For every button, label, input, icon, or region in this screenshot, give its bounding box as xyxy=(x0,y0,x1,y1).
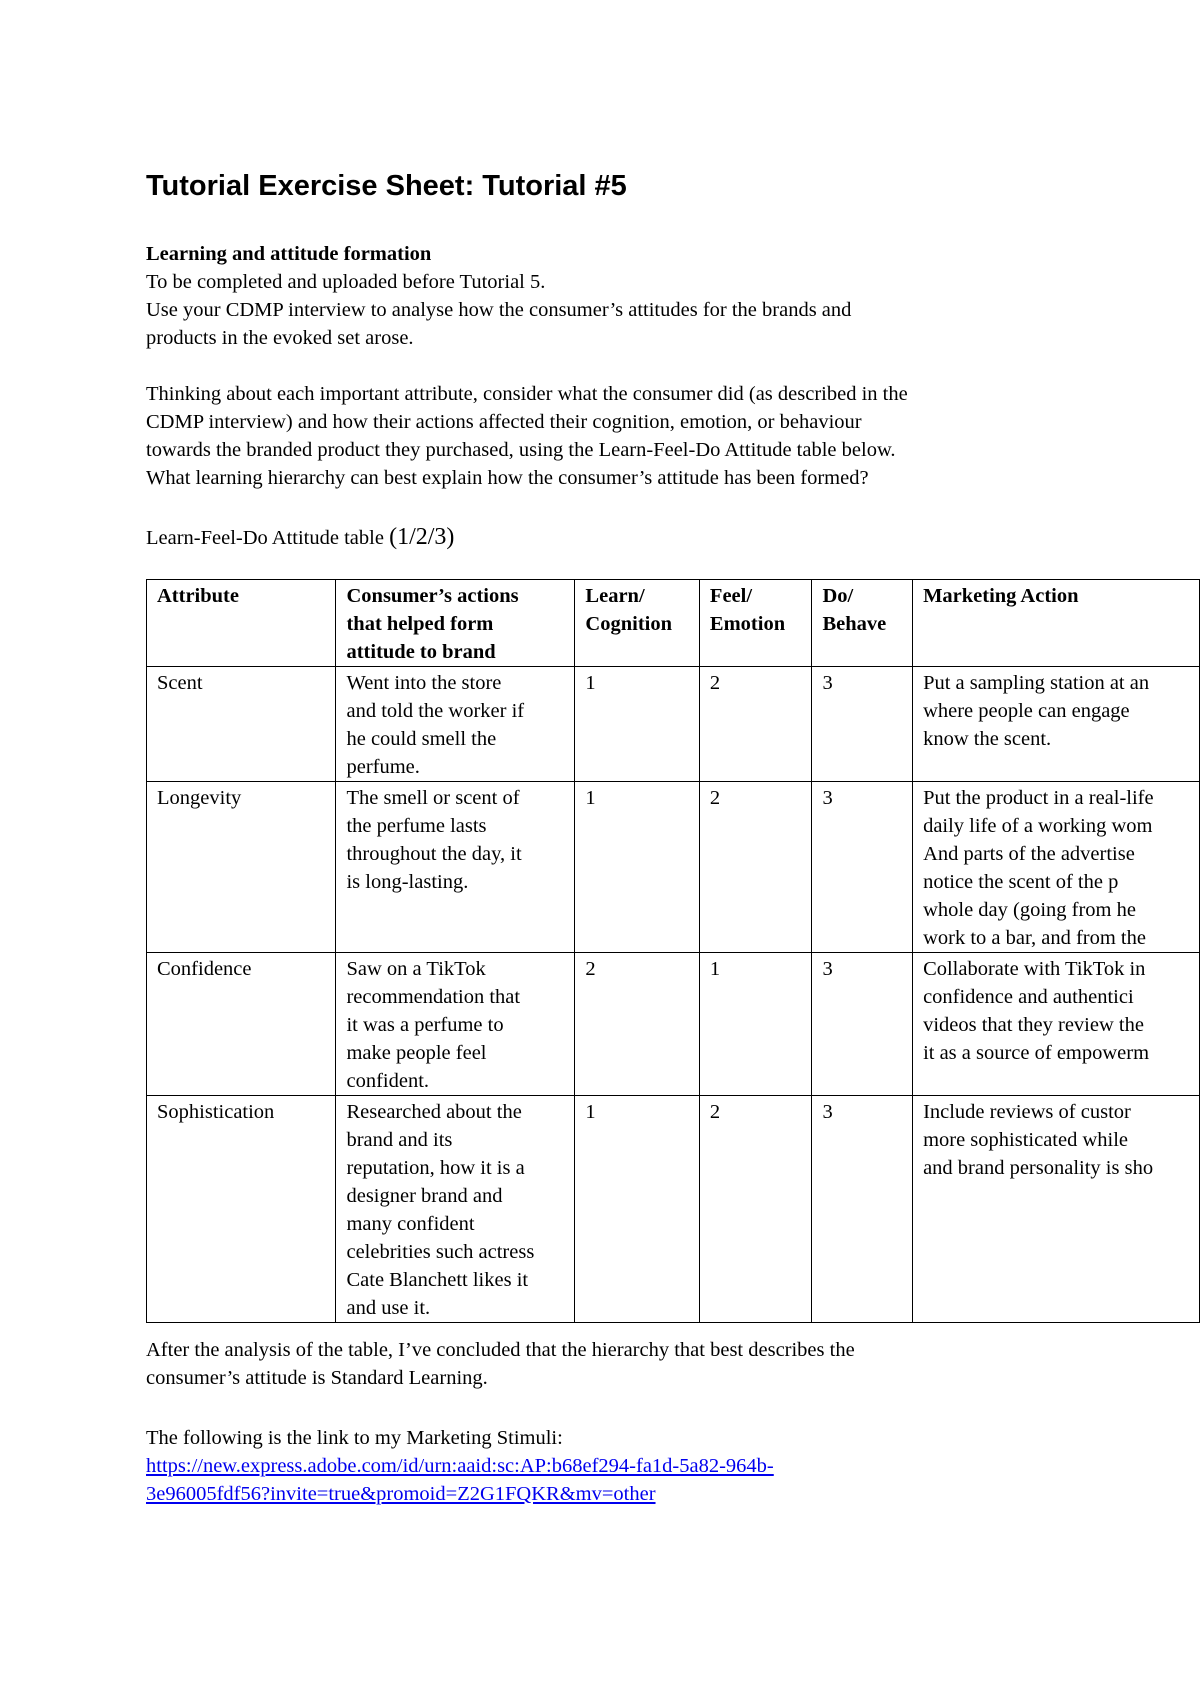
cell-learn: 1 xyxy=(575,1096,700,1323)
header-learn-cognition: Learn/ Cognition xyxy=(575,580,700,667)
cell-feel: 1 xyxy=(699,953,812,1096)
table-header-row xyxy=(147,580,1200,667)
instruction-line: Thinking about each important attribute, consider what the consumer did (as described in the xyxy=(146,383,908,405)
cell-attribute: Longevity xyxy=(147,782,336,953)
intro-section xyxy=(146,240,1106,492)
link-intro: The following is the link to my Marketing Stimuli: xyxy=(146,1427,563,1449)
conclusion-line: After the analysis of the table, I’ve concluded that the hierarchy that best describes the xyxy=(146,1339,855,1361)
cell-consumer-actions: Saw on a TikTok recommendation that it was a perfume to make people feel confident. xyxy=(336,953,575,1096)
cell-learn: 1 xyxy=(575,782,700,953)
cell-do: 3 xyxy=(812,667,913,782)
marketing-stimuli-link-line-2[interactable]: 3e96005fdf56?invite=true&promoid=Z2G1FQKR&mv=other xyxy=(146,1483,656,1505)
header-marketing-action: Marketing Action xyxy=(913,580,1200,667)
cell-marketing-action: Include reviews of custor more sophisticated while and brand personality is sho xyxy=(913,1096,1200,1323)
header-feel-emotion: Feel/ Emotion xyxy=(699,580,812,667)
table-caption-numbers: (1/2/3) xyxy=(389,524,455,550)
paragraph-gap xyxy=(146,352,1106,380)
intro-line: products in the evoked set arose. xyxy=(146,327,414,349)
table-row-sophistication xyxy=(147,1096,1200,1323)
marketing-stimuli-link[interactable] xyxy=(146,1452,1106,1508)
cell-learn: 2 xyxy=(575,953,700,1096)
table-row-scent xyxy=(147,667,1200,782)
cell-attribute: Scent xyxy=(147,667,336,782)
intro-line: To be completed and uploaded before Tutorial 5. xyxy=(146,271,546,293)
conclusion-section xyxy=(146,1336,1106,1508)
cell-do: 3 xyxy=(812,953,913,1096)
cell-attribute: Sophistication xyxy=(147,1096,336,1323)
section-heading: Learning and attitude formation xyxy=(146,243,432,265)
cell-attribute: Confidence xyxy=(147,953,336,1096)
conclusion-line: consumer’s attitude is Standard Learning. xyxy=(146,1367,488,1389)
cell-consumer-actions: The smell or scent of the perfume lasts throughout the day, it is long-lasting. xyxy=(336,782,575,953)
instruction-line: towards the branded product they purchased, using the Learn-Feel-Do Attitude table below. xyxy=(146,439,896,461)
learn-feel-do-table xyxy=(146,579,1200,1323)
header-attribute: Attribute xyxy=(147,580,336,667)
cell-marketing-action: Collaborate with TikTok in confidence and authentici videos that they review the it as a source of empowerm xyxy=(913,953,1200,1096)
cell-marketing-action: Put a sampling station at an where people can engage know the scent. xyxy=(913,667,1200,782)
table-caption-text: Learn-Feel-Do Attitude table xyxy=(146,527,390,549)
cell-do: 3 xyxy=(812,1096,913,1323)
marketing-stimuli-link-line-1[interactable]: https://new.express.adobe.com/id/urn:aaid:sc:AP:b68ef294-fa1d-5a82-964b- xyxy=(146,1455,774,1477)
cell-feel: 2 xyxy=(699,667,812,782)
cell-marketing-action: Put the product in a real-life daily life of a working wom And parts of the advertise notice the scent of the p whole day (going from he work to a bar, and from the xyxy=(913,782,1200,953)
intro-line: Use your CDMP interview to analyse how the consumer’s attitudes for the brands and xyxy=(146,299,852,321)
instruction-line: What learning hierarchy can best explain how the consumer’s attitude has been formed? xyxy=(146,467,869,489)
page-title: Tutorial Exercise Sheet: Tutorial #5 xyxy=(146,170,627,202)
table-caption xyxy=(146,522,454,553)
header-do-behave: Do/ Behave xyxy=(812,580,913,667)
cell-consumer-actions: Researched about the brand and its reputation, how it is a designer brand and many confident celebrities such actress Cate Blanchett likes it and use it. xyxy=(336,1096,575,1323)
table-row-confidence xyxy=(147,953,1200,1096)
cell-learn: 1 xyxy=(575,667,700,782)
instruction-line: CDMP interview) and how their actions affected their cognition, emotion, or behaviour xyxy=(146,411,862,433)
table-row-longevity xyxy=(147,782,1200,953)
cell-feel: 2 xyxy=(699,782,812,953)
header-consumer-actions: Consumer’s actions that helped form attitude to brand xyxy=(336,580,575,667)
cell-feel: 2 xyxy=(699,1096,812,1323)
cell-do: 3 xyxy=(812,782,913,953)
cell-consumer-actions: Went into the store and told the worker if he could smell the perfume. xyxy=(336,667,575,782)
paragraph-gap xyxy=(146,1392,1106,1424)
